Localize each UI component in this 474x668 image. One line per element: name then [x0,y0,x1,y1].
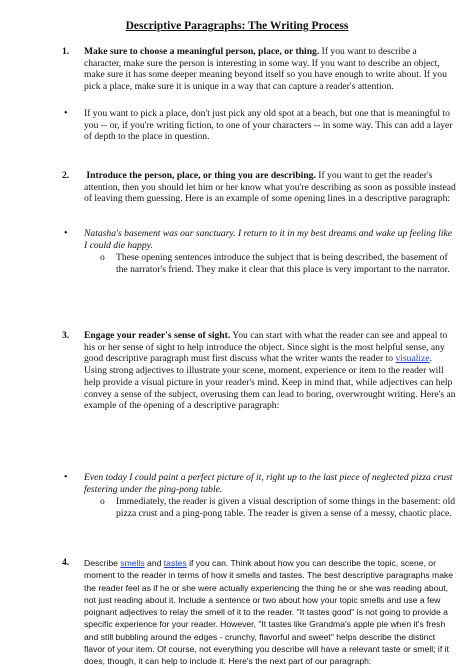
section-4-text-c: if you can. Think about how you can describe the topic, scene, or moment to the reader in terms of how it smells and tastes. The best descriptive paragraphs make the reader feel as if he or she were actually experiencing the thing he or she was reading about, not just reading about it. Include a sentence or two about how your topic smells and use a few poignant adjectives to relay the smell of it to the reader. "It tastes good" is not going to provide a specific experience for your reader. However, "It tastes like Grandma's apple pie when it's fresh and still bubbling around the edges - crunchy, flavorful and sweet" helps describe the distinct flavor of your item. Of course, not everything you describe will have a relevant taste or smell; if it does, though, it can help to include it. Here's the next part of our paragraph: [84,558,454,667]
sub-bullet-marker: o [100,496,105,507]
section-4-text-b: and [144,558,164,568]
section-3 [84,330,456,412]
bullet-marker: • [64,108,68,119]
section-3-heading: Engage your reader's sense of sight. [84,330,231,341]
section-1 [84,46,456,93]
section-2-text: If you want to get the reader's attention, then you should let him or her know what you're describing as soon as possible instead of leaving them guessing. Here is an example of some opening lines in a descriptive paragraph: [84,170,456,205]
section-2-number: 2. [62,170,70,181]
section-4-number-wrap [62,557,69,569]
tastes-link[interactable]: tastes [163,558,187,568]
section-2-heading: Introduce the person, place, or thing you are describing. [86,170,316,181]
section-3-number-wrap [62,330,69,342]
visualize-link[interactable]: visualize [395,353,430,365]
section-1-number: 1. [62,46,70,57]
section-2-sub-bullet: These opening sentences introduce the subject that is being described, the basement of the narrator's friend. They make it clear that this place is very important to the narrator. [116,252,450,275]
section-1-heading: Make sure to choose a meaningful person, place, or thing. [84,46,320,57]
section-4-number: 4. [62,557,70,568]
section-4-text-a: Describe [84,558,121,568]
sub-bullet-marker: o [100,252,105,263]
section-2 [84,170,456,205]
section-1-number-wrap [62,46,69,58]
section-1-bullet: If you want to pick a place, don't just pick any old spot at a beach, but one that is meaningful to you -- or, if you're writing fiction, to one of your characters -- in some way. This can add a layer of depth to the place in question. [84,108,453,143]
page-title: Descriptive Paragraphs: The Writing Process [125,20,349,32]
section-1-text: If you want to describe a character, make sure the person is interesting in some way. If you want to describe an object, make sure it has some deeper meaning beyond itself so you have enough to write about. If you pick a place, make sure it is unique in a way that can capture a reader's attention. [84,46,447,93]
section-3-sub-bullet: Immediately, the reader is given a visual description of some things in the basement: old pizza crust and a ping-pong table. The reader is given a sense of a messy, chaotic place. [116,496,456,519]
smells-link[interactable]: smells [120,558,145,568]
section-4 [84,557,456,668]
section-3-number: 3. [62,330,70,341]
section-2-bullet-quote: Natasha's basement was our sanctuary. I return to it in my best dreams and wake up feeling like I could die happy. [84,228,453,251]
section-2-number-wrap [62,170,69,182]
bullet-marker: • [64,228,68,239]
section-3-bullet-quote: Even today I could paint a perfect picture of it, right up to the last piece of neglected pizza crust festering under the ping-pong table. [84,472,453,495]
section-3-text-b: . Using strong adjectives to illustrate your scene, moment, experience or item to the reader will help provide a visual picture in your reader's mind. Keep in mind that, while adjectives can help convey a sense of the subject, overusing them can lead to boring, overwrought writing. Here's an example of the opening of a descriptive paragraph: [84,353,456,412]
bullet-marker: • [64,472,68,483]
section-3-text-a: You can start with what the reader can see and appeal to his or her sense of sight to help introduce the object. Since sight is the most helpful sense, any good descriptive paragraph must first discuss what the writer wants the reader to [84,330,448,365]
